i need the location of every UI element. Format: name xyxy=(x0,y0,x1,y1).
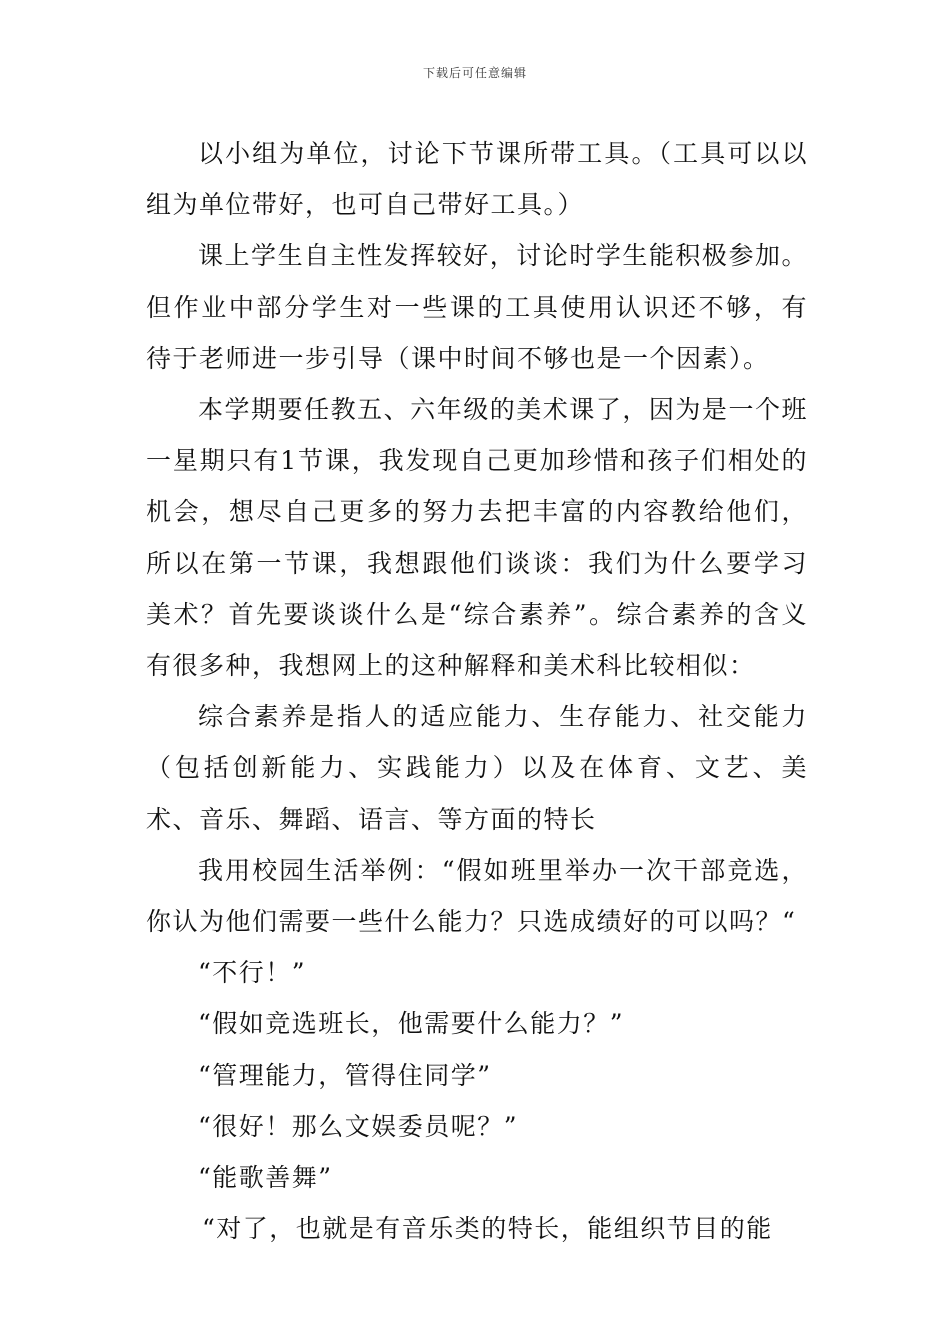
dialog-line: “很好！那么文娱委员呢？” xyxy=(198,1111,519,1141)
dialog-line: “对了，也就是有音乐类的特长，能组织节目的能 xyxy=(202,1214,773,1244)
paragraph-example: 我用校园生活举例：“假如班里举办一次干部竞选，你认为他们需要一些什么能力？只选成绩好的可以吗？“ xyxy=(146,855,808,937)
paragraph-class-reflection: 课上学生自主性发挥较好，讨论时学生能积极参加。但作业中部分学生对一些课的工具使用认识还不够，有待于老师进一步引导（课中时间不够也是一个因素）。 xyxy=(146,241,808,373)
paragraph-tools-discussion: 以小组为单位，讨论下节课所带工具。（工具可以以组为单位带好，也可自己带好工具。） xyxy=(146,139,808,220)
dialog-line: “不行！” xyxy=(198,958,307,988)
page-header: 下载后可任意编辑 xyxy=(422,66,527,80)
paragraph-semester-plan: 本学期要任教五、六年级的美术课了，因为是一个班一星期只有1节课，我发现自己更加珍惜和孩子们相处的机会，想尽自己更多的努力去把丰富的内容教给他们，所以在第一节课，我想跟他们谈谈：我们为什么要学习美术？首先要谈谈什么是“综合素养”。综合素养的含义有很多种，我想网上的这种解释和美术科比较相似： xyxy=(146,395,808,681)
dialog-line: “假如竞选班长，他需要什么能力？” xyxy=(198,1009,625,1039)
dialog-line: “管理能力，管得住同学” xyxy=(198,1060,492,1090)
paragraph-definition: 综合素养是指人的适应能力、生存能力、社交能力（包括创新能力、实践能力）以及在体育、文艺、美术、音乐、舞蹈、语言、等方面的特长 xyxy=(146,702,808,834)
dialog-line: “能歌善舞” xyxy=(198,1163,333,1193)
document-body xyxy=(146,128,808,1254)
